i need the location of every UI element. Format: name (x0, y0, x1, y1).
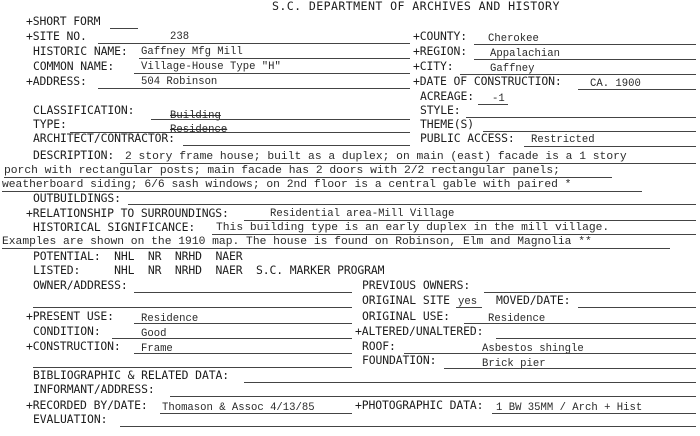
owner-address-label: OWNER/ADDRESS: (33, 278, 128, 292)
historical-significance-label: HISTORICAL SIGNIFICANCE: (33, 220, 196, 234)
description-line-1: 2 story frame house; built as a duplex; on main (east) facade is a 1 story (125, 151, 627, 163)
bibliographic-label: BIBLIOGRAPHIC & RELATED DATA: (33, 368, 229, 382)
region-label: +REGION: (413, 44, 468, 58)
type-label: TYPE: (33, 117, 67, 131)
original-site-line (456, 307, 482, 308)
short-form-label: +SHORT FORM (26, 14, 101, 28)
address-value: 504 Robinson (141, 76, 218, 88)
moved-date-line (578, 307, 696, 308)
roof-line (404, 353, 696, 354)
classification-label: CLASSIFICATION: (33, 103, 135, 117)
historic-name-value: Gaffney Mfg Mill (141, 46, 243, 58)
outbuildings-line (128, 204, 696, 205)
condition-line (112, 338, 352, 339)
city-value: Gaffney (490, 63, 535, 75)
historic-name-line (139, 58, 410, 59)
construction-label: +CONSTRUCTION: (26, 339, 121, 353)
original-site-label: ORIGINAL SITE (362, 293, 450, 307)
classification-value: Building (170, 110, 221, 122)
owner-address-line (134, 292, 352, 293)
architect-line (183, 145, 410, 146)
present-use-value: Residence (141, 313, 199, 325)
page-title: S.C. DEPARTMENT OF ARCHIVES AND HISTORY (272, 0, 560, 13)
recorded-by-label: +RECORDED BY/DATE: (26, 398, 148, 412)
roof-label: ROOF: (362, 339, 396, 353)
style-line (466, 117, 696, 118)
evaluation-label: EVALUATION: (33, 412, 108, 426)
significance-line-2: Examples are shown on the 1910 map. The house is found on Robinson, Elm and Magnolia ** (2, 236, 592, 248)
region-line (474, 59, 696, 60)
date-of-construction-line (578, 89, 696, 90)
description-label: DESCRIPTION: (33, 148, 115, 162)
site-no-value: 238 (170, 31, 190, 43)
evaluation-line (120, 426, 696, 427)
original-use-value: Residence (488, 313, 546, 325)
region-value: Appalachian (490, 48, 560, 60)
relationship-label: +RELATIONSHIP TO SURROUNDINGS: (26, 206, 229, 220)
roof-value: Asbestos shingle (482, 343, 584, 355)
previous-owners-label: PREVIOUS OWNERS: (362, 278, 471, 292)
altered-line (496, 338, 696, 339)
bibliographic-line (244, 382, 696, 383)
county-value: Cherokee (488, 33, 539, 45)
moved-date-label: MOVED/DATE: (496, 293, 571, 307)
date-of-construction-value: CA. 1900 (590, 78, 641, 90)
short-form-line (110, 28, 138, 29)
outbuildings-label: OUTBUILDINGS: (33, 191, 121, 205)
theme-line (483, 131, 696, 132)
description-underline-1 (120, 163, 696, 164)
condition-label: CONDITION: (33, 324, 101, 338)
photographic-data-value: 1 BW 35MM / Arch + Hist (496, 402, 643, 414)
common-name-line (134, 73, 410, 74)
present-use-line (134, 323, 352, 324)
description-line-2: porch with rectangular posts; main facade has 2 doors with 2/2 rectangular panels; (4, 165, 560, 177)
theme-label: THEME(S) (420, 117, 475, 131)
common-name-label: COMMON NAME: (33, 59, 115, 73)
county-line (474, 44, 696, 45)
original-site-value: yes (458, 296, 478, 308)
present-use-label: +PRESENT USE: (26, 309, 114, 323)
common-name-value: Village-House Type "H" (141, 61, 281, 73)
acreage-label: ACREAGE: (420, 89, 475, 103)
informant-label: INFORMANT/ADDRESS: (33, 382, 155, 396)
original-use-label: ORIGINAL USE: (362, 309, 450, 323)
potential-label: POTENTIAL: NHL NR NRHD NAER (33, 249, 243, 263)
type-value: Residence (170, 124, 228, 136)
photographic-data-line (492, 413, 696, 414)
address-line (98, 88, 410, 89)
description-line-3: weatherboard siding; 6/6 sash windows; on 2nd floor is a central gable with paired * (2, 179, 572, 191)
listed-label: LISTED: NHL NR NRHD NAER S.C. MARKER PROGRAM (33, 263, 385, 277)
acreage-value: -1 (492, 93, 505, 105)
public-access-label: PUBLIC ACCESS: (420, 131, 515, 145)
original-use-line (464, 323, 696, 324)
city-label: +CITY: (413, 59, 454, 73)
date-of-construction-label: +DATE OF CONSTRUCTION: (413, 74, 562, 88)
relationship-line (244, 220, 696, 221)
site-no-line (98, 43, 410, 44)
photographic-data-label: +PHOTOGRAPHIC DATA: (355, 398, 484, 412)
construction-value: Frame (141, 343, 173, 355)
acreage-line (478, 104, 508, 105)
informant-line (170, 396, 696, 397)
classification-line (151, 119, 410, 120)
county-label: +COUNTY: (413, 29, 468, 43)
public-access-value: Restricted (531, 134, 595, 146)
foundation-label: FOUNDATION: (362, 353, 437, 367)
foundation-line (444, 368, 696, 369)
altered-label: +ALTERED/UNALTERED: (355, 324, 484, 338)
construction-line (134, 353, 352, 354)
condition-value: Good (141, 328, 167, 340)
style-label: STYLE: (420, 103, 461, 117)
recorded-by-line (160, 413, 352, 414)
public-access-line (524, 146, 696, 147)
owner-address-line-2 (33, 307, 352, 308)
significance-underline-1 (212, 234, 696, 235)
address-label: +ADDRESS: (26, 74, 87, 88)
description-underline-2 (4, 177, 612, 178)
recorded-by-value: Thomason & Assoc 4/13/85 (162, 402, 315, 414)
site-no-label: +SITE NO. (26, 29, 87, 43)
significance-line-1: This building type is an early duplex in the mill village. (216, 222, 610, 234)
architect-label: ARCHITECT/CONTRACTOR: (33, 131, 175, 145)
relationship-value: Residential area-Mill Village (270, 208, 455, 220)
historic-name-label: HISTORIC NAME: (33, 44, 128, 58)
foundation-value: Brick pier (482, 358, 546, 370)
